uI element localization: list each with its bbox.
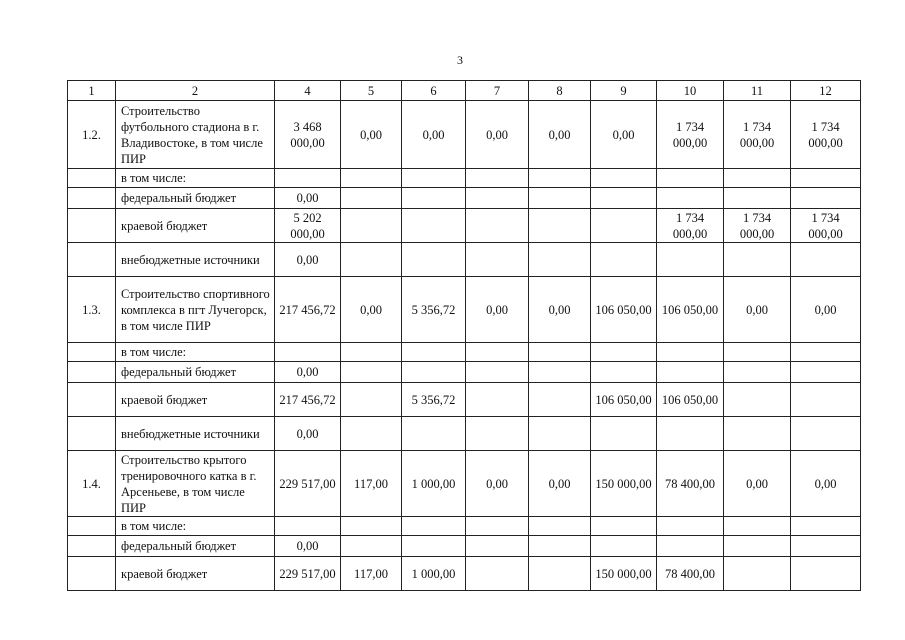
- cell-col-5: 0,00: [402, 101, 466, 169]
- cell-col-4: 117,00: [341, 451, 402, 517]
- table-row: [68, 277, 861, 343]
- cell-col-8: [591, 243, 657, 277]
- cell-col-10: [724, 417, 791, 451]
- cell-col-3: 0,00: [275, 243, 341, 277]
- cell-col-3: [275, 517, 341, 536]
- header-cell-10: 11: [724, 81, 791, 101]
- cell-col-7: [529, 188, 591, 209]
- cell-col-3: [275, 343, 341, 362]
- table-row: [68, 243, 861, 277]
- cell-col-6: [466, 188, 529, 209]
- cell-col-4: [341, 417, 402, 451]
- cell-col-4: [341, 536, 402, 557]
- cell-col-1: [68, 243, 116, 277]
- cell-col-8: [591, 343, 657, 362]
- cell-col-11: [791, 557, 861, 591]
- cell-col-8: [591, 417, 657, 451]
- cell-col-6: [466, 362, 529, 383]
- cell-col-6: 0,00: [466, 277, 529, 343]
- cell-col-8: 0,00: [591, 101, 657, 169]
- cell-col-9: 78 400,00: [657, 557, 724, 591]
- cell-col-1: [68, 536, 116, 557]
- cell-col-9: 106 050,00: [657, 383, 724, 417]
- cell-col-3: 217 456,72: [275, 383, 341, 417]
- cell-col-1: 1.2.: [68, 101, 116, 169]
- cell-col-5: [402, 188, 466, 209]
- cell-col-1: [68, 209, 116, 243]
- cell-col-5: [402, 169, 466, 188]
- cell-col-1: [68, 169, 116, 188]
- cell-col-11: [791, 383, 861, 417]
- cell-col-4: [341, 209, 402, 243]
- cell-col-9: [657, 536, 724, 557]
- cell-col-6: [466, 417, 529, 451]
- cell-col-2: Строительство крытого тренировочного катка в г. Арсеньеве, в том числе ПИР: [116, 451, 275, 517]
- cell-col-1: [68, 362, 116, 383]
- cell-col-8: [591, 536, 657, 557]
- cell-col-7: [529, 169, 591, 188]
- cell-col-7: [529, 536, 591, 557]
- header-cell-1: 1: [68, 81, 116, 101]
- cell-col-5: [402, 243, 466, 277]
- cell-col-3: 217 456,72: [275, 277, 341, 343]
- cell-col-9: 78 400,00: [657, 451, 724, 517]
- cell-col-4: 0,00: [341, 277, 402, 343]
- table-row: [68, 343, 861, 362]
- header-cell-5: 6: [402, 81, 466, 101]
- cell-col-5: 5 356,72: [402, 277, 466, 343]
- cell-col-2: Строительство спортивного комплекса в пгт Лучегорск, в том числе ПИР: [116, 277, 275, 343]
- cell-col-9: 106 050,00: [657, 277, 724, 343]
- header-cell-4: 5: [341, 81, 402, 101]
- cell-col-7: 0,00: [529, 101, 591, 169]
- cell-col-1: [68, 343, 116, 362]
- cell-col-10: [724, 517, 791, 536]
- cell-col-9: [657, 169, 724, 188]
- cell-col-5: [402, 536, 466, 557]
- cell-col-4: [341, 243, 402, 277]
- cell-col-2: федеральный бюджет: [116, 536, 275, 557]
- cell-col-11: 0,00: [791, 277, 861, 343]
- cell-col-10: 0,00: [724, 277, 791, 343]
- header-cell-3: 4: [275, 81, 341, 101]
- cell-col-6: [466, 517, 529, 536]
- cell-col-8: [591, 209, 657, 243]
- cell-col-7: [529, 517, 591, 536]
- cell-col-2: Строительство футбольного стадиона в г. Владивостоке, в том числе ПИР: [116, 101, 275, 169]
- cell-col-10: 1 734 000,00: [724, 101, 791, 169]
- header-cell-2: 2: [116, 81, 275, 101]
- cell-col-1: [68, 383, 116, 417]
- cell-col-6: 0,00: [466, 451, 529, 517]
- cell-col-8: [591, 517, 657, 536]
- cell-col-3: 0,00: [275, 362, 341, 383]
- cell-col-3: 229 517,00: [275, 557, 341, 591]
- cell-col-4: [341, 362, 402, 383]
- cell-col-2: краевой бюджет: [116, 209, 275, 243]
- table-row: [68, 362, 861, 383]
- cell-col-9: [657, 343, 724, 362]
- cell-col-3: 5 202 000,00: [275, 209, 341, 243]
- cell-col-11: [791, 169, 861, 188]
- table-row: [68, 536, 861, 557]
- cell-col-6: [466, 169, 529, 188]
- table-row: [68, 383, 861, 417]
- cell-col-11: [791, 536, 861, 557]
- header-cell-9: 10: [657, 81, 724, 101]
- cell-col-7: [529, 362, 591, 383]
- cell-col-11: [791, 243, 861, 277]
- header-cell-6: 7: [466, 81, 529, 101]
- cell-col-6: [466, 209, 529, 243]
- cell-col-10: [724, 343, 791, 362]
- cell-col-10: [724, 383, 791, 417]
- cell-col-11: [791, 362, 861, 383]
- cell-col-8: 150 000,00: [591, 557, 657, 591]
- cell-col-5: [402, 362, 466, 383]
- cell-col-11: [791, 417, 861, 451]
- cell-col-5: 1 000,00: [402, 557, 466, 591]
- table-row: [68, 101, 861, 169]
- cell-col-7: [529, 417, 591, 451]
- cell-col-1: [68, 517, 116, 536]
- table-row: [68, 517, 861, 536]
- cell-col-8: [591, 362, 657, 383]
- cell-col-3: [275, 169, 341, 188]
- cell-col-8: [591, 169, 657, 188]
- table-row: [68, 209, 861, 243]
- table-row: [68, 451, 861, 517]
- cell-col-10: [724, 536, 791, 557]
- header-cell-7: 8: [529, 81, 591, 101]
- cell-col-2: внебюджетные источники: [116, 417, 275, 451]
- cell-col-3: 0,00: [275, 188, 341, 209]
- cell-col-7: [529, 557, 591, 591]
- table-row: [68, 188, 861, 209]
- cell-col-7: 0,00: [529, 277, 591, 343]
- cell-col-8: [591, 188, 657, 209]
- cell-col-4: [341, 383, 402, 417]
- page-number: 3: [457, 53, 463, 67]
- table-row: [68, 557, 861, 591]
- cell-col-9: 1 734 000,00: [657, 101, 724, 169]
- cell-col-10: [724, 557, 791, 591]
- cell-col-5: 5 356,72: [402, 383, 466, 417]
- cell-col-2: в том числе:: [116, 517, 275, 536]
- cell-col-5: [402, 209, 466, 243]
- cell-col-4: [341, 188, 402, 209]
- table-row: [68, 417, 861, 451]
- header-cell-11: 12: [791, 81, 861, 101]
- table-row: [68, 169, 861, 188]
- cell-col-10: 0,00: [724, 451, 791, 517]
- cell-col-10: 1 734 000,00: [724, 209, 791, 243]
- cell-col-4: [341, 343, 402, 362]
- cell-col-9: [657, 517, 724, 536]
- cell-col-2: краевой бюджет: [116, 557, 275, 591]
- cell-col-2: краевой бюджет: [116, 383, 275, 417]
- cell-col-9: [657, 188, 724, 209]
- cell-col-1: [68, 557, 116, 591]
- header-row: [68, 81, 861, 101]
- cell-col-5: [402, 417, 466, 451]
- cell-col-11: 0,00: [791, 451, 861, 517]
- cell-col-6: [466, 243, 529, 277]
- cell-col-6: 0,00: [466, 101, 529, 169]
- cell-col-2: в том числе:: [116, 343, 275, 362]
- cell-col-7: [529, 383, 591, 417]
- cell-col-3: 3 468 000,00: [275, 101, 341, 169]
- cell-col-6: [466, 557, 529, 591]
- cell-col-7: [529, 209, 591, 243]
- cell-col-8: 150 000,00: [591, 451, 657, 517]
- cell-col-2: внебюджетные источники: [116, 243, 275, 277]
- cell-col-11: 1 734 000,00: [791, 209, 861, 243]
- cell-col-4: 117,00: [341, 557, 402, 591]
- cell-col-8: 106 050,00: [591, 277, 657, 343]
- cell-col-5: [402, 517, 466, 536]
- cell-col-6: [466, 383, 529, 417]
- cell-col-1: [68, 188, 116, 209]
- cell-col-10: [724, 188, 791, 209]
- cell-col-2: в том числе:: [116, 169, 275, 188]
- cell-col-1: [68, 417, 116, 451]
- cell-col-9: [657, 243, 724, 277]
- cell-col-8: 106 050,00: [591, 383, 657, 417]
- cell-col-9: [657, 417, 724, 451]
- cell-col-6: [466, 536, 529, 557]
- cell-col-3: 0,00: [275, 536, 341, 557]
- cell-col-11: [791, 343, 861, 362]
- cell-col-9: 1 734 000,00: [657, 209, 724, 243]
- cell-col-11: [791, 188, 861, 209]
- cell-col-10: [724, 169, 791, 188]
- header-cell-8: 9: [591, 81, 657, 101]
- cell-col-5: 1 000,00: [402, 451, 466, 517]
- cell-col-11: 1 734 000,00: [791, 101, 861, 169]
- cell-col-5: [402, 343, 466, 362]
- cell-col-3: 0,00: [275, 417, 341, 451]
- cell-col-2: федеральный бюджет: [116, 362, 275, 383]
- cell-col-3: 229 517,00: [275, 451, 341, 517]
- cell-col-6: [466, 343, 529, 362]
- cell-col-4: 0,00: [341, 101, 402, 169]
- cell-col-10: [724, 243, 791, 277]
- cell-col-9: [657, 362, 724, 383]
- cell-col-7: [529, 343, 591, 362]
- cell-col-10: [724, 362, 791, 383]
- cell-col-1: 1.4.: [68, 451, 116, 517]
- budget-table: [67, 80, 861, 591]
- cell-col-7: 0,00: [529, 451, 591, 517]
- cell-col-2: федеральный бюджет: [116, 188, 275, 209]
- cell-col-4: [341, 169, 402, 188]
- cell-col-11: [791, 517, 861, 536]
- cell-col-7: [529, 243, 591, 277]
- cell-col-1: 1.3.: [68, 277, 116, 343]
- cell-col-4: [341, 517, 402, 536]
